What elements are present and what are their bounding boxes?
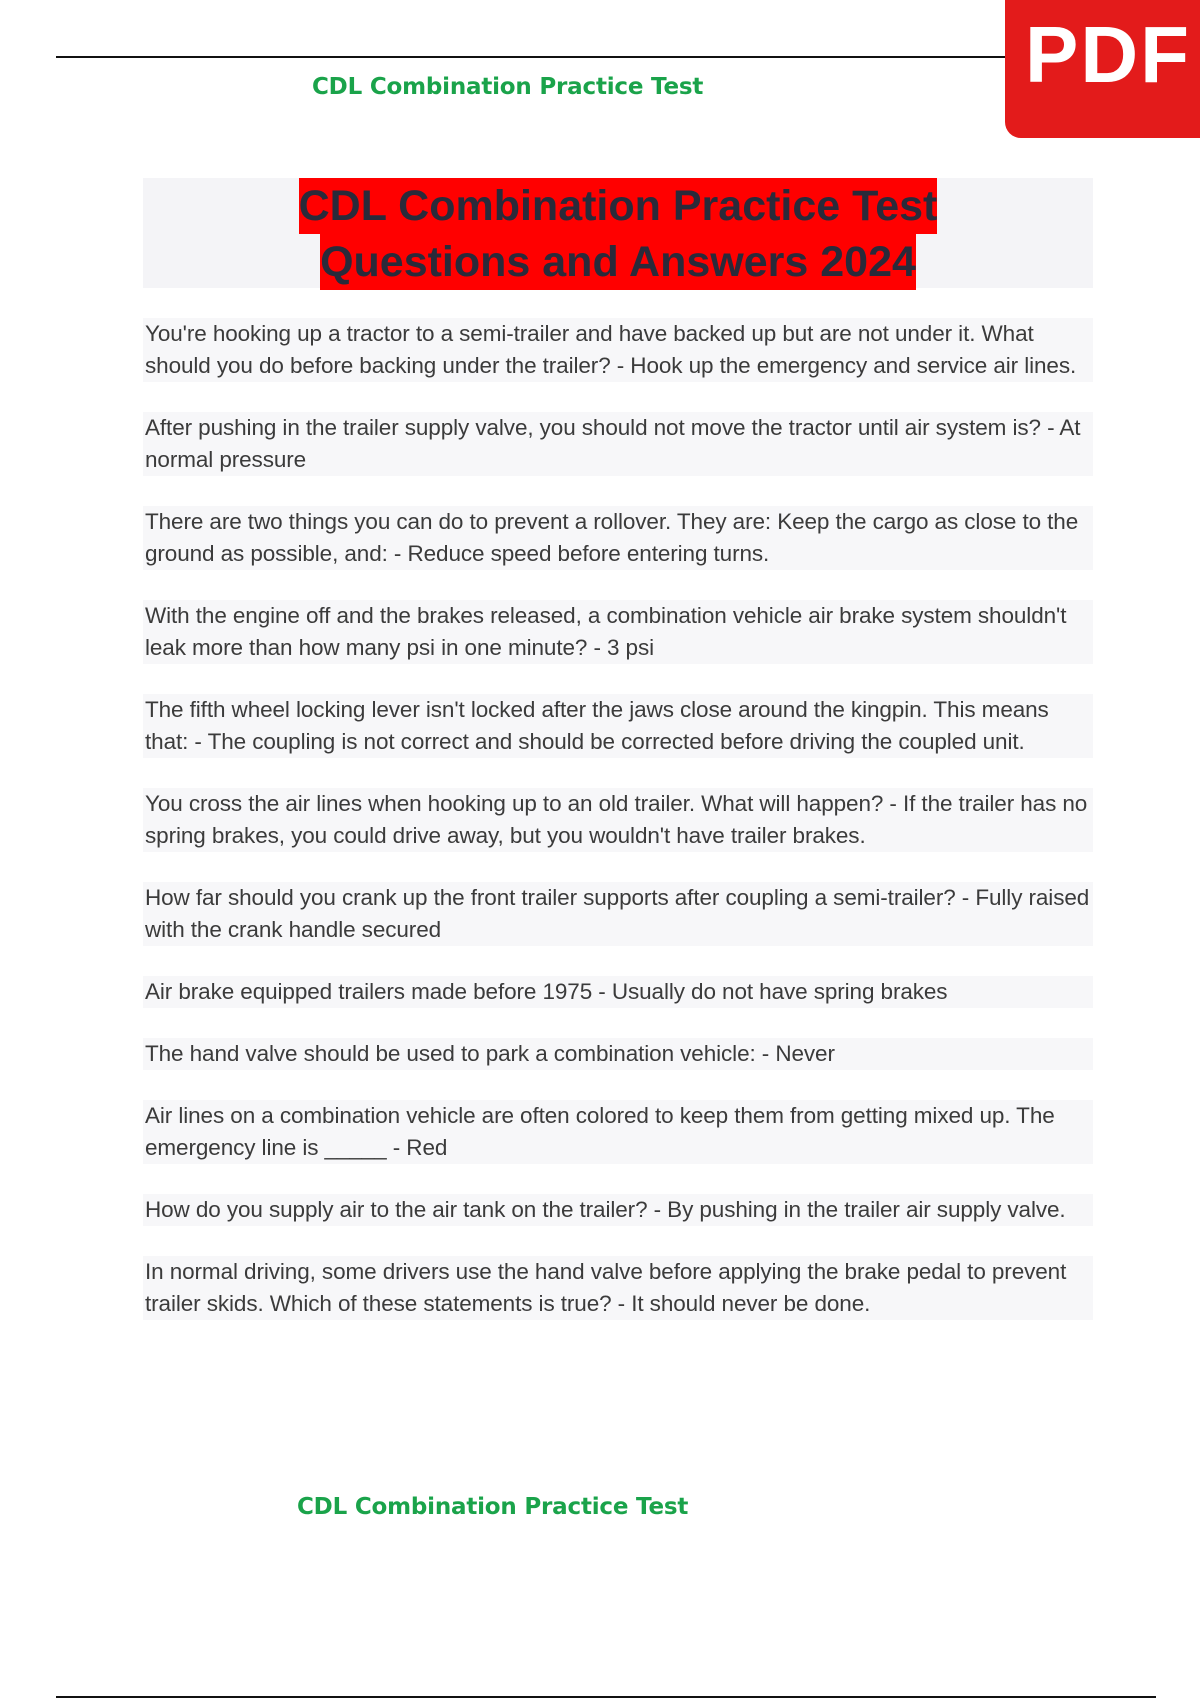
title-line-1: CDL Combination Practice Test — [299, 178, 938, 234]
qa-item: With the engine off and the brakes released, a combination vehicle air brake system shouldn't leak more than how many psi in one minute? - 3 psi — [143, 600, 1093, 664]
qa-item: After pushing in the trailer supply valve, you should not move the tractor until air system is? - At normal pressure — [143, 412, 1093, 476]
footer-rule — [56, 1696, 1156, 1698]
qa-item: There are two things you can do to prevent a rollover. They are: Keep the cargo as close to the ground as possible, and: - Reduce speed before entering turns. — [143, 506, 1093, 570]
qa-item: You're hooking up a tractor to a semi-trailer and have backed up but are not under it. What should you do before backing under the trailer? - Hook up the emergency and service air lines. — [143, 318, 1093, 382]
title-line-2: Questions and Answers 2024 — [320, 234, 916, 290]
qa-item: The fifth wheel locking lever isn't locked after the jaws close around the kingpin. This means that: - The coupling is not correct and should be corrected before driving the coupled unit. — [143, 694, 1093, 758]
pdf-badge-label: PDF — [1025, 10, 1191, 99]
running-footer-title: CDL Combination Practice Test — [297, 1494, 689, 1520]
qa-item: How far should you crank up the front trailer supports after coupling a semi-trailer? - Fully raised with the crank handle secured — [143, 882, 1093, 946]
qa-item: You cross the air lines when hooking up to an old trailer. What will happen? - If the trailer has no spring brakes, you could drive away, but you wouldn't have trailer brakes. — [143, 788, 1093, 852]
document-title — [143, 178, 1093, 288]
pdf-badge — [1005, 0, 1200, 138]
header-rule — [56, 56, 1156, 58]
qa-item: The hand valve should be used to park a combination vehicle: - Never — [143, 1038, 1093, 1070]
running-header-title: CDL Combination Practice Test — [312, 74, 704, 100]
qa-item: How do you supply air to the air tank on the trailer? - By pushing in the trailer air supply valve. — [143, 1194, 1093, 1226]
qa-item: Air brake equipped trailers made before 1975 - Usually do not have spring brakes — [143, 976, 1093, 1008]
qa-item: Air lines on a combination vehicle are often colored to keep them from getting mixed up. The emergency line is _____ - Red — [143, 1100, 1093, 1164]
qa-item: In normal driving, some drivers use the hand valve before applying the brake pedal to prevent trailer skids. Which of these statements is true? - It should never be done. — [143, 1256, 1093, 1320]
qa-list — [143, 318, 1093, 1350]
